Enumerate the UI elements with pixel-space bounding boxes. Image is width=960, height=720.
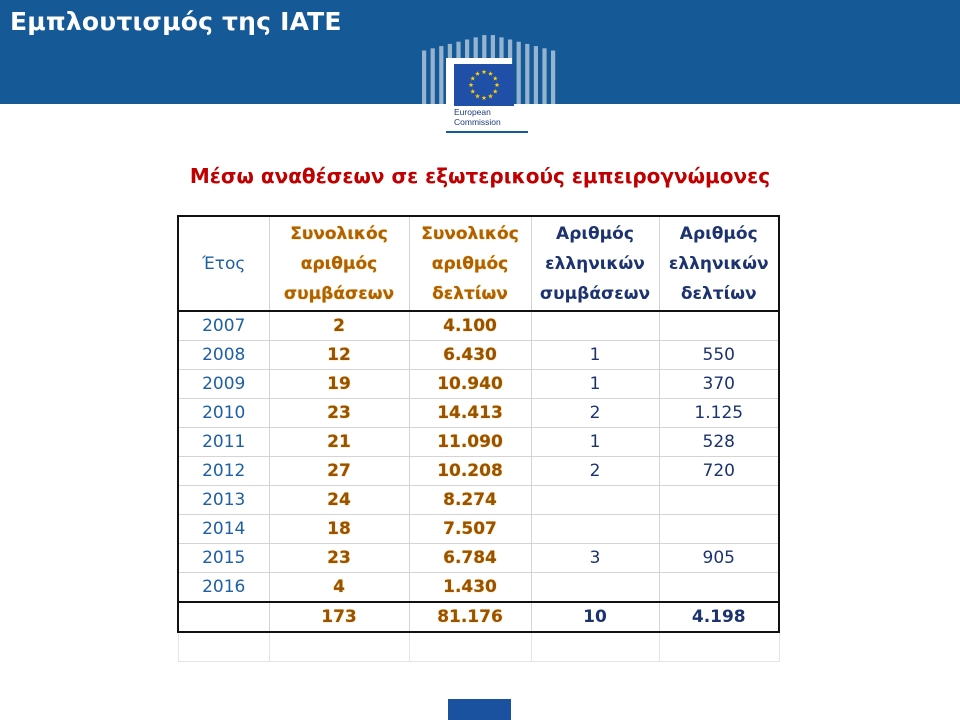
cell-total-contracts: 23 bbox=[269, 544, 409, 573]
contracts-table bbox=[177, 215, 780, 662]
cell-greek-entries bbox=[659, 486, 779, 515]
cell-total-contracts: 27 bbox=[269, 457, 409, 486]
cell-greek-contracts bbox=[531, 515, 659, 544]
cell-greek-entries: 370 bbox=[659, 370, 779, 399]
cell-total-contracts: 2 bbox=[269, 311, 409, 341]
cell-greek-contracts bbox=[531, 486, 659, 515]
cell-total-contracts: 21 bbox=[269, 428, 409, 457]
header-line: δελτίων bbox=[680, 283, 757, 304]
cell-greek-contracts: 2 bbox=[531, 399, 659, 428]
cell-year: 2008 bbox=[178, 341, 269, 370]
cell-greek-contracts: 1 bbox=[531, 428, 659, 457]
cell-total-contracts: 23 bbox=[269, 399, 409, 428]
header-line: Συνολικός bbox=[421, 223, 519, 244]
cell-greek-entries: 1.125 bbox=[659, 399, 779, 428]
cell-total-contracts: 24 bbox=[269, 486, 409, 515]
cell-greek-entries: 905 bbox=[659, 544, 779, 573]
empty-cell bbox=[659, 632, 779, 662]
total-greek-contracts: 10 bbox=[531, 602, 659, 632]
cell-total-entries: 14.413 bbox=[409, 399, 531, 428]
cell-year: 2007 bbox=[178, 311, 269, 341]
table-empty-row bbox=[178, 632, 779, 662]
table-row bbox=[178, 311, 779, 341]
cell-greek-contracts: 1 bbox=[531, 341, 659, 370]
header-year: Έτος bbox=[178, 216, 269, 311]
cell-year: 2014 bbox=[178, 515, 269, 544]
cell-greek-contracts: 1 bbox=[531, 370, 659, 399]
table-row bbox=[178, 544, 779, 573]
header-line: συμβάσεων bbox=[283, 283, 395, 304]
table-total-row bbox=[178, 602, 779, 632]
header-total-entries bbox=[409, 216, 531, 311]
header-greek-entries bbox=[659, 216, 779, 311]
cell-greek-entries: 550 bbox=[659, 341, 779, 370]
cell-total-contracts: 4 bbox=[269, 573, 409, 603]
cell-greek-contracts: 2 bbox=[531, 457, 659, 486]
cell-total-entries: 8.274 bbox=[409, 486, 531, 515]
cell-year: 2013 bbox=[178, 486, 269, 515]
empty-cell bbox=[178, 632, 269, 662]
table-row bbox=[178, 341, 779, 370]
cell-total-contracts: 12 bbox=[269, 341, 409, 370]
logo-line-european: European bbox=[454, 107, 491, 117]
cell-total-contracts: 19 bbox=[269, 370, 409, 399]
cell-total-entries: 7.507 bbox=[409, 515, 531, 544]
cell-total-entries: 4.100 bbox=[409, 311, 531, 341]
cell-total-entries: 10.940 bbox=[409, 370, 531, 399]
logo-line-commission: Commission bbox=[454, 117, 501, 127]
empty-cell bbox=[409, 632, 531, 662]
header-line: συμβάσεων bbox=[539, 283, 651, 304]
cell-greek-entries bbox=[659, 573, 779, 603]
header-line: Συνολικός bbox=[290, 223, 388, 244]
table-header-row bbox=[178, 216, 779, 311]
cell-total-contracts: 18 bbox=[269, 515, 409, 544]
cell-total-entries: 10.208 bbox=[409, 457, 531, 486]
header-line: Αριθμός bbox=[556, 223, 634, 244]
cell-year: 2015 bbox=[178, 544, 269, 573]
cell-total-entries: 6.784 bbox=[409, 544, 531, 573]
empty-cell bbox=[269, 632, 409, 662]
total-greek-entries: 4.198 bbox=[659, 602, 779, 632]
table-row bbox=[178, 399, 779, 428]
cell-total-entries: 6.430 bbox=[409, 341, 531, 370]
header-total-contracts bbox=[269, 216, 409, 311]
header-line: δελτίων bbox=[432, 283, 508, 304]
header-line: αριθμός bbox=[300, 253, 378, 274]
cell-year: 2009 bbox=[178, 370, 269, 399]
header-line: Αριθμός bbox=[679, 223, 758, 244]
cell-greek-entries bbox=[659, 515, 779, 544]
table-row bbox=[178, 370, 779, 399]
table-row bbox=[178, 573, 779, 603]
logo-wordmark bbox=[454, 107, 534, 127]
header-line: ελληνικών bbox=[668, 253, 769, 274]
cell-total-entries: 1.430 bbox=[409, 573, 531, 603]
slide-subtitle: Μέσω αναθέσεων σε εξωτερικούς εμπειρογνώμονες bbox=[189, 164, 771, 188]
cell-greek-entries: 528 bbox=[659, 428, 779, 457]
table-row bbox=[178, 428, 779, 457]
empty-cell bbox=[531, 632, 659, 662]
cell-greek-contracts bbox=[531, 311, 659, 341]
total-entries: 81.176 bbox=[409, 602, 531, 632]
cell-total-entries: 11.090 bbox=[409, 428, 531, 457]
header-line: ελληνικών bbox=[545, 253, 645, 274]
european-commission-logo bbox=[416, 30, 566, 136]
total-contracts: 173 bbox=[269, 602, 409, 632]
table-row bbox=[178, 457, 779, 486]
table-row bbox=[178, 486, 779, 515]
cell-greek-contracts bbox=[531, 573, 659, 603]
cell-year: 2010 bbox=[178, 399, 269, 428]
cell-greek-entries: 720 bbox=[659, 457, 779, 486]
total-label-cell bbox=[178, 602, 269, 632]
cell-greek-contracts: 3 bbox=[531, 544, 659, 573]
slide-title: Εμπλουτισμός της IATE bbox=[10, 7, 342, 36]
table-row bbox=[178, 515, 779, 544]
header-greek-contracts bbox=[531, 216, 659, 311]
commission-building-icon bbox=[416, 30, 566, 110]
header-line: αριθμός bbox=[431, 253, 509, 274]
cell-year: 2011 bbox=[178, 428, 269, 457]
cell-greek-entries bbox=[659, 311, 779, 341]
footer-flag-block bbox=[448, 699, 511, 720]
cell-year: 2016 bbox=[178, 573, 269, 603]
logo-underline bbox=[446, 131, 528, 133]
cell-year: 2012 bbox=[178, 457, 269, 486]
